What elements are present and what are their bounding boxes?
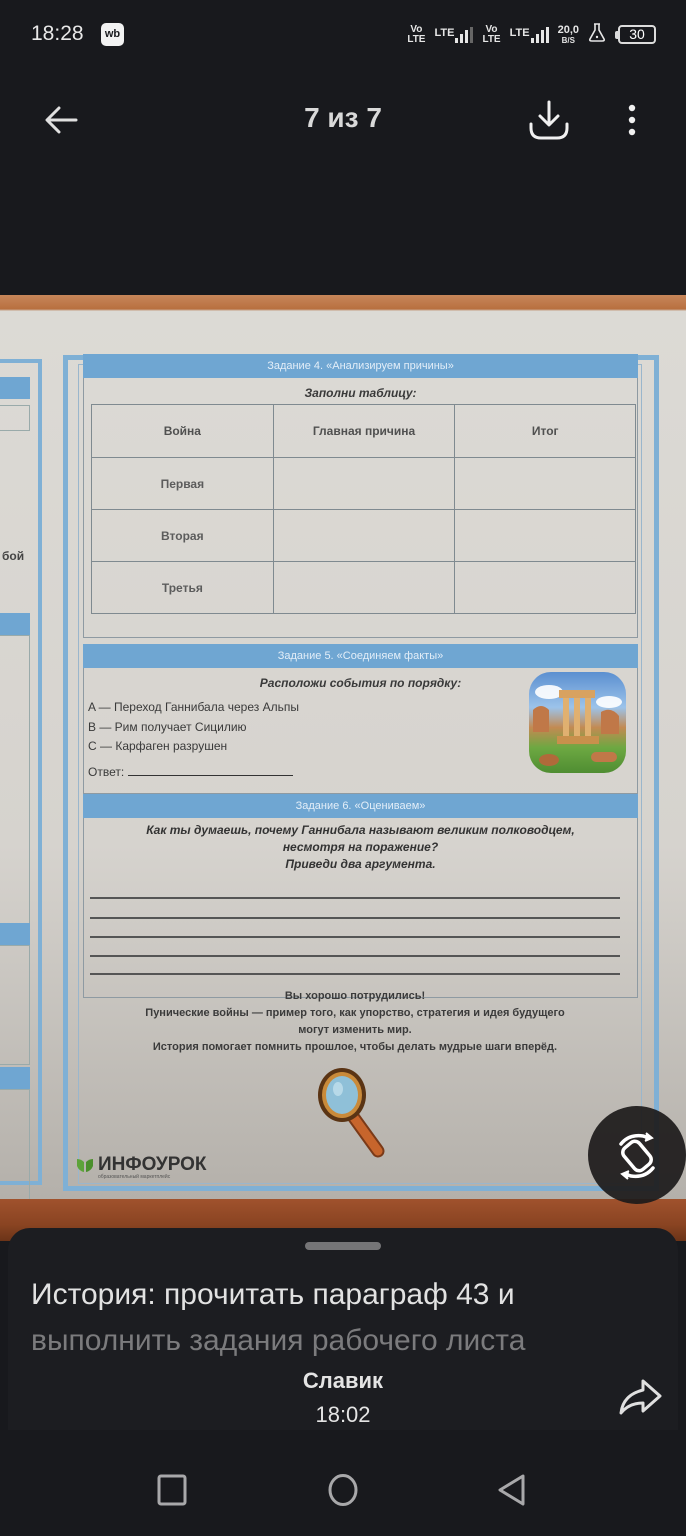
table-row bbox=[92, 458, 636, 510]
status-time: 18:28 bbox=[31, 22, 84, 45]
rotate-screen-button[interactable] bbox=[588, 1106, 686, 1204]
status-indicators bbox=[407, 22, 656, 47]
answer-write-line bbox=[90, 936, 620, 938]
signal-icon-sim2: LTE bbox=[510, 27, 549, 43]
task5-header: Задание 5. «Соединяем факты» bbox=[83, 644, 638, 668]
answer-line: Ответ: bbox=[88, 764, 293, 779]
causes-table bbox=[91, 404, 636, 614]
closing-text: Вы хорошо потрудились! Пунические войны — пример того, как упорство, стратегия и идея будущего могут изменить мир. История помогает помнить прошлое, чтобы делать мудрые шаги вперёд. bbox=[145, 990, 565, 1053]
circle-icon bbox=[325, 1472, 361, 1508]
task4-header: Задание 4. «Анализируем причины» bbox=[83, 354, 638, 378]
task6-question: Как ты думаешь, почему Ганнибала называют великим полководцем, несмотря на поражение? Приведи два аргумента. bbox=[146, 823, 575, 871]
left-sheet-partial: бой bbox=[0, 377, 30, 1177]
more-options-button[interactable] bbox=[615, 98, 649, 142]
battery-icon: 30 bbox=[615, 25, 656, 44]
signal-icon-sim1: LTE bbox=[434, 27, 473, 43]
worksheet-paper bbox=[0, 311, 686, 1201]
flask-icon bbox=[588, 22, 606, 47]
event-item: C — Карфаген разрушен bbox=[88, 739, 228, 753]
photo-viewer-image[interactable] bbox=[0, 295, 686, 1241]
screen-rotation-icon bbox=[588, 1106, 686, 1204]
system-navigation-bar bbox=[0, 1430, 686, 1536]
cause-cell bbox=[273, 510, 455, 562]
download-button[interactable] bbox=[527, 98, 571, 142]
forward-arrow-icon bbox=[616, 1375, 666, 1419]
more-vertical-icon bbox=[615, 98, 649, 142]
column-header: Главная причина bbox=[273, 405, 455, 458]
message-caption[interactable]: История: прочитать параграф 43 и bbox=[31, 1278, 515, 1311]
worksheet-page bbox=[63, 355, 659, 1191]
war-cell: Первая bbox=[92, 458, 274, 510]
war-cell: Вторая bbox=[92, 510, 274, 562]
infourok-logo: ИНФОУРОК образовательный маркетплейс bbox=[76, 1155, 207, 1180]
cause-cell bbox=[273, 458, 455, 510]
war-cell: Третья bbox=[92, 562, 274, 614]
answer-write-line bbox=[90, 897, 620, 899]
result-cell bbox=[455, 562, 636, 614]
task5-instruction: Расположи события по порядку: bbox=[259, 676, 462, 690]
task4-instruction: Заполни таблицу: bbox=[304, 386, 417, 400]
status-bar bbox=[0, 0, 686, 70]
task6-header: Задание 6. «Оцениваем» bbox=[83, 794, 638, 818]
answer-write-line bbox=[90, 955, 620, 957]
event-item: A — Переход Ганнибала через Альпы bbox=[88, 700, 299, 714]
table-row bbox=[92, 562, 636, 614]
table-row bbox=[92, 510, 636, 562]
infourok-logo-icon bbox=[76, 1155, 94, 1173]
answer-write-line bbox=[90, 973, 620, 975]
ancient-ruins-illustration bbox=[529, 672, 626, 773]
column-header: Итог bbox=[455, 405, 636, 458]
magnifying-glass-illustration bbox=[316, 1067, 396, 1157]
page-counter: 7 из 7 bbox=[304, 102, 382, 133]
network-speed: 20,0 B/S bbox=[557, 23, 579, 45]
cause-cell bbox=[273, 562, 455, 614]
viewer-toolbar bbox=[0, 70, 686, 170]
events-list bbox=[88, 698, 299, 757]
answer-write-line bbox=[90, 917, 620, 919]
result-cell bbox=[455, 458, 636, 510]
drag-handle[interactable] bbox=[305, 1242, 381, 1250]
column-header: Война bbox=[92, 405, 274, 458]
forward-button[interactable] bbox=[616, 1375, 666, 1419]
home-button[interactable] bbox=[325, 1472, 361, 1508]
event-item: B — Рим получает Сицилию bbox=[88, 719, 247, 734]
volte-icon-sim1: Vo LTE bbox=[407, 23, 426, 45]
square-icon bbox=[154, 1472, 190, 1508]
message-caption-truncated[interactable]: выполнить задания рабочего листа bbox=[31, 1324, 526, 1357]
result-cell bbox=[455, 510, 636, 562]
message-time: 18:02 bbox=[315, 1402, 371, 1427]
sender-name: Славик bbox=[302, 1368, 384, 1393]
volte-icon-sim2: Vo LTE bbox=[482, 23, 501, 45]
download-icon bbox=[527, 98, 571, 142]
triangle-back-icon bbox=[494, 1472, 530, 1508]
table-header-row bbox=[92, 405, 636, 458]
wb-app-notification-icon: wb bbox=[101, 23, 124, 46]
back-nav-button[interactable] bbox=[494, 1472, 530, 1508]
recent-apps-button[interactable] bbox=[154, 1472, 190, 1508]
